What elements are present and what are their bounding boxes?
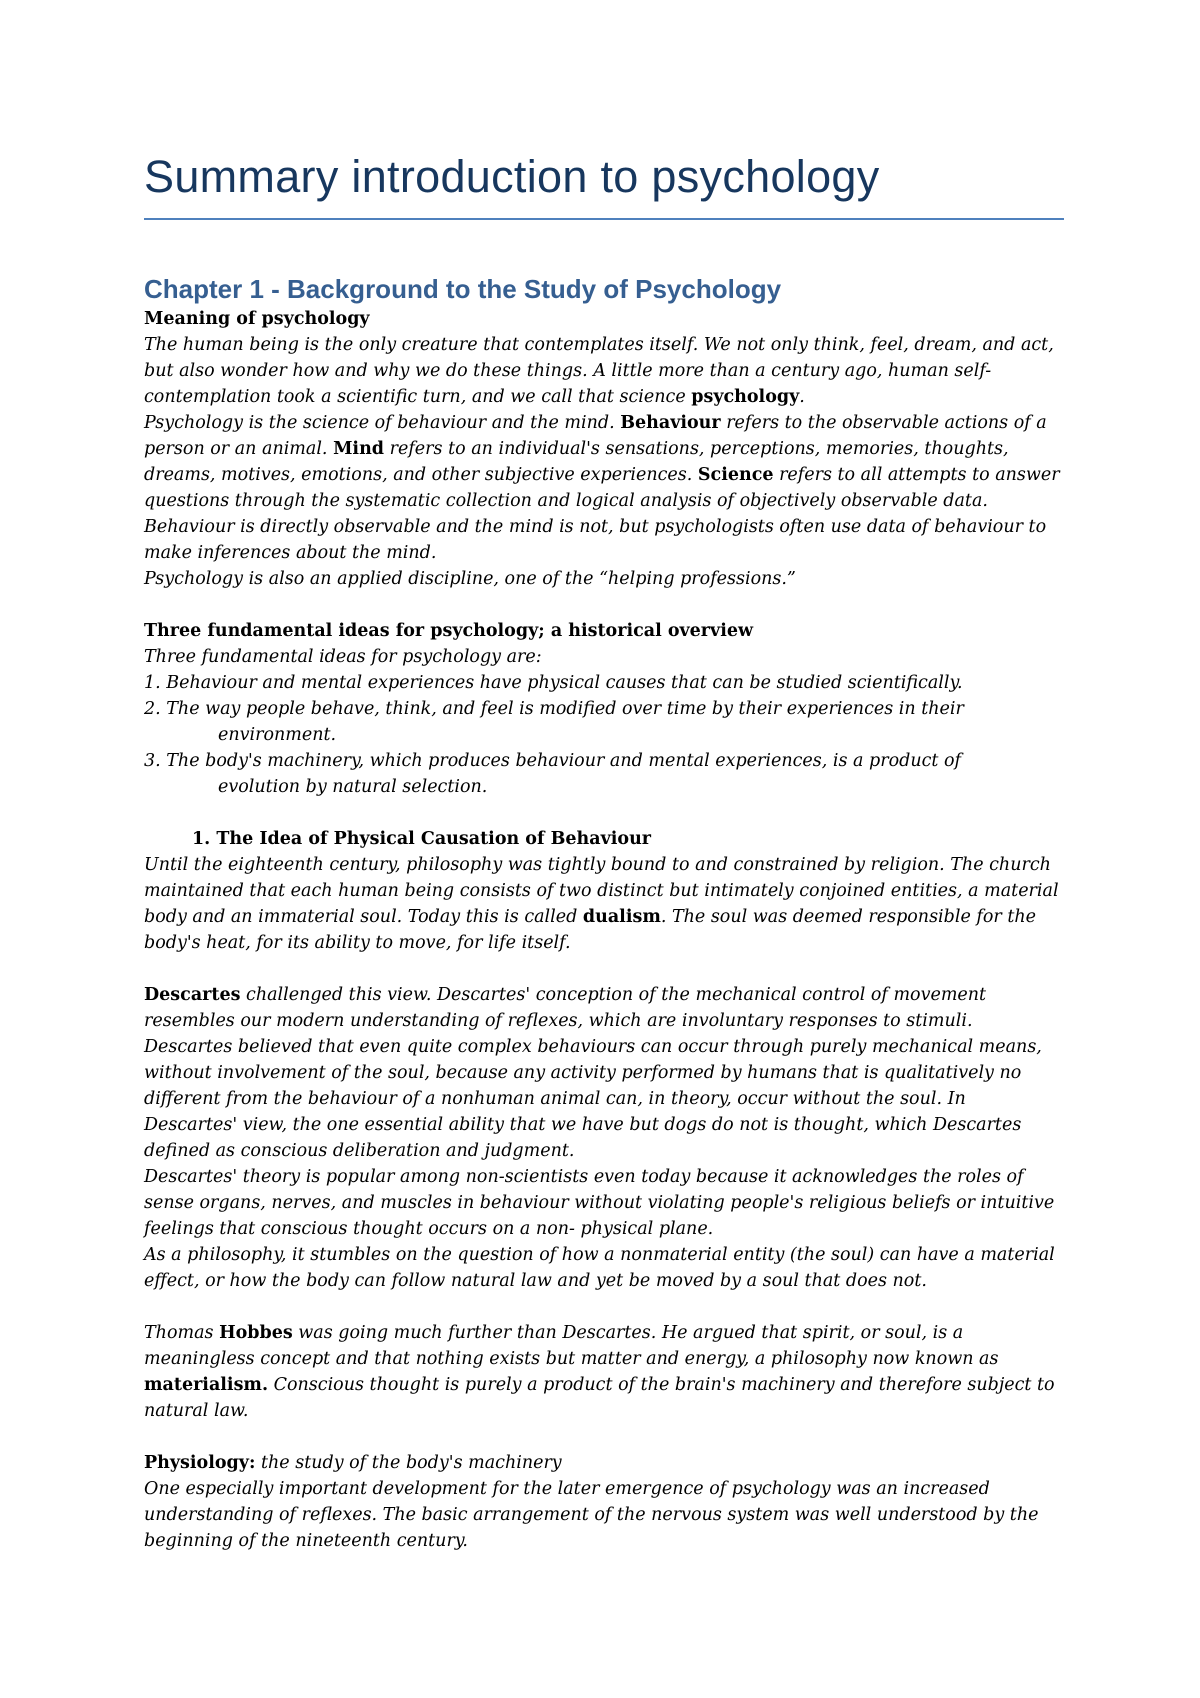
list-item: 2. The way people behave, think, and feel is modified over time by their experiences in their — [144, 699, 964, 719]
document-title: Summary introduction to psychology — [144, 151, 880, 202]
text-run: Thomas — [144, 1323, 220, 1343]
keyword: Physiology: — [144, 1453, 256, 1473]
section-heading-physical-causation: 1. The Idea of Physical Causation of Behaviour — [192, 829, 652, 849]
paragraph: One especially important development for the later emergence of psychology was an increased understanding of reflexes. The basic arrangement of the nervous system was well understood by the beginning of the nineteenth century. — [144, 1479, 1039, 1551]
spacer — [144, 956, 1064, 982]
paragraph: Three fundamental ideas for psychology are: — [144, 647, 542, 667]
list-item: 1. Behaviour and mental experiences have physical causes that can be studied scientifically. — [144, 673, 963, 693]
text-run: challenged this view. Descartes' conception of the mechanical control of movement resembles our modern understanding of reflexes, which are involuntary responses to stimuli. Descartes believed that even quite complex behaviours can occur through purely mechanical means, without involvement of the soul, because any activity performed by humans that is qualitatively no different from the behaviour of a nonhuman animal can, in theory, occur without the soul. In Descartes' view, the one essential ability that we have but dogs do not is thought, which Descartes defined as conscious deliberation and judgment. — [144, 985, 1042, 1161]
document-body — [144, 148, 1064, 1554]
spacer — [144, 1424, 1064, 1450]
text-run: the study of the body's machinery — [255, 1453, 562, 1473]
list-item-continuation: evolution by natural selection. — [218, 777, 488, 797]
title-underline — [144, 218, 1064, 220]
paragraph — [144, 410, 1064, 566]
text-run: Psychology is the science of behaviour and the mind. — [144, 413, 621, 433]
spacer — [144, 800, 1064, 826]
paragraph — [144, 852, 1064, 956]
chapter-heading: Chapter 1 - Background to the Study of Psychology — [144, 274, 782, 304]
spacer — [144, 1294, 1064, 1320]
section-heading-meaning: Meaning of psychology — [144, 309, 370, 329]
list-item: 3. The body's machinery, which produces behaviour and mental experiences, is a product of — [144, 751, 961, 771]
text-run: was going much further than Descartes. He argued that spirit, or soul, is a meaningless concept and that nothing exists but matter and energy, a philosophy now known as — [144, 1323, 999, 1369]
keyword: Mind — [333, 439, 385, 459]
text-run: refers to all attempts to answer questions through the systematic collection and logical analysis of objectively observable data. Behaviour is directly observable and the mind is not, but psychologists often use data of behaviour to make inferences about the mind. — [144, 465, 1060, 563]
paragraph — [144, 1450, 1064, 1476]
text-run: refers to an individual's sensations, perceptions, memories, thoughts, dreams, motives, emotions, and other subjective experiences. — [144, 439, 1009, 485]
keyword: dualism — [582, 907, 661, 927]
paragraph — [144, 1320, 1064, 1424]
keyword: Hobbes — [219, 1323, 293, 1343]
list-item-continuation: environment. — [218, 725, 337, 745]
text-run: Until the eighteenth century, philosophy was tightly bound to and constrained by religion. The church maintained that each human being consists of two distinct but intimately conjoined entities, a material body and an immaterial soul. Today this is called — [144, 855, 1059, 927]
spacer — [144, 592, 1064, 618]
text-run: refers to the observable actions of a person or an animal. — [144, 413, 1047, 459]
paragraph: Descartes' theory is popular among non-scientists even today because it acknowledges the roles of sense organs, nerves, and muscles in behaviour without violating people's religious beliefs or intuitive feelings that conscious thought occurs on a non- physical plane. — [144, 1167, 1055, 1239]
paragraph: As a philosophy, it stumbles on the question of how a nonmaterial entity (the soul) can have a material effect, or how the body can follow natural law and yet be moved by a soul that does not. — [144, 1245, 1055, 1291]
text-run: . The soul was deemed responsible for the body's heat, for its ability to move, for life itself. — [144, 907, 1036, 953]
keyword: materialism. — [144, 1375, 269, 1395]
paragraph — [144, 982, 1064, 1164]
text-run: Conscious thought is purely a product of the brain's machinery and therefore subject to natural law. — [144, 1375, 1055, 1421]
keyword: Descartes — [144, 985, 241, 1005]
keyword: psychology — [691, 387, 800, 407]
text-run: . — [799, 387, 805, 407]
keyword: Behaviour — [620, 413, 721, 433]
paragraph: Psychology is also an applied discipline, one of the “helping professions.” — [144, 569, 796, 589]
keyword: Science — [697, 465, 774, 485]
text-run: The human being is the only creature that contemplates itself. We not only think, feel, dream, and act, but also wonder how and why we do these things. A little more than a century ago, human self-contemplation took a scientific turn, and we call that science — [144, 335, 1054, 407]
paragraph — [144, 332, 1064, 410]
section-heading-fundamental-ideas: Three fundamental ideas for psychology; a historical overview — [144, 621, 754, 641]
